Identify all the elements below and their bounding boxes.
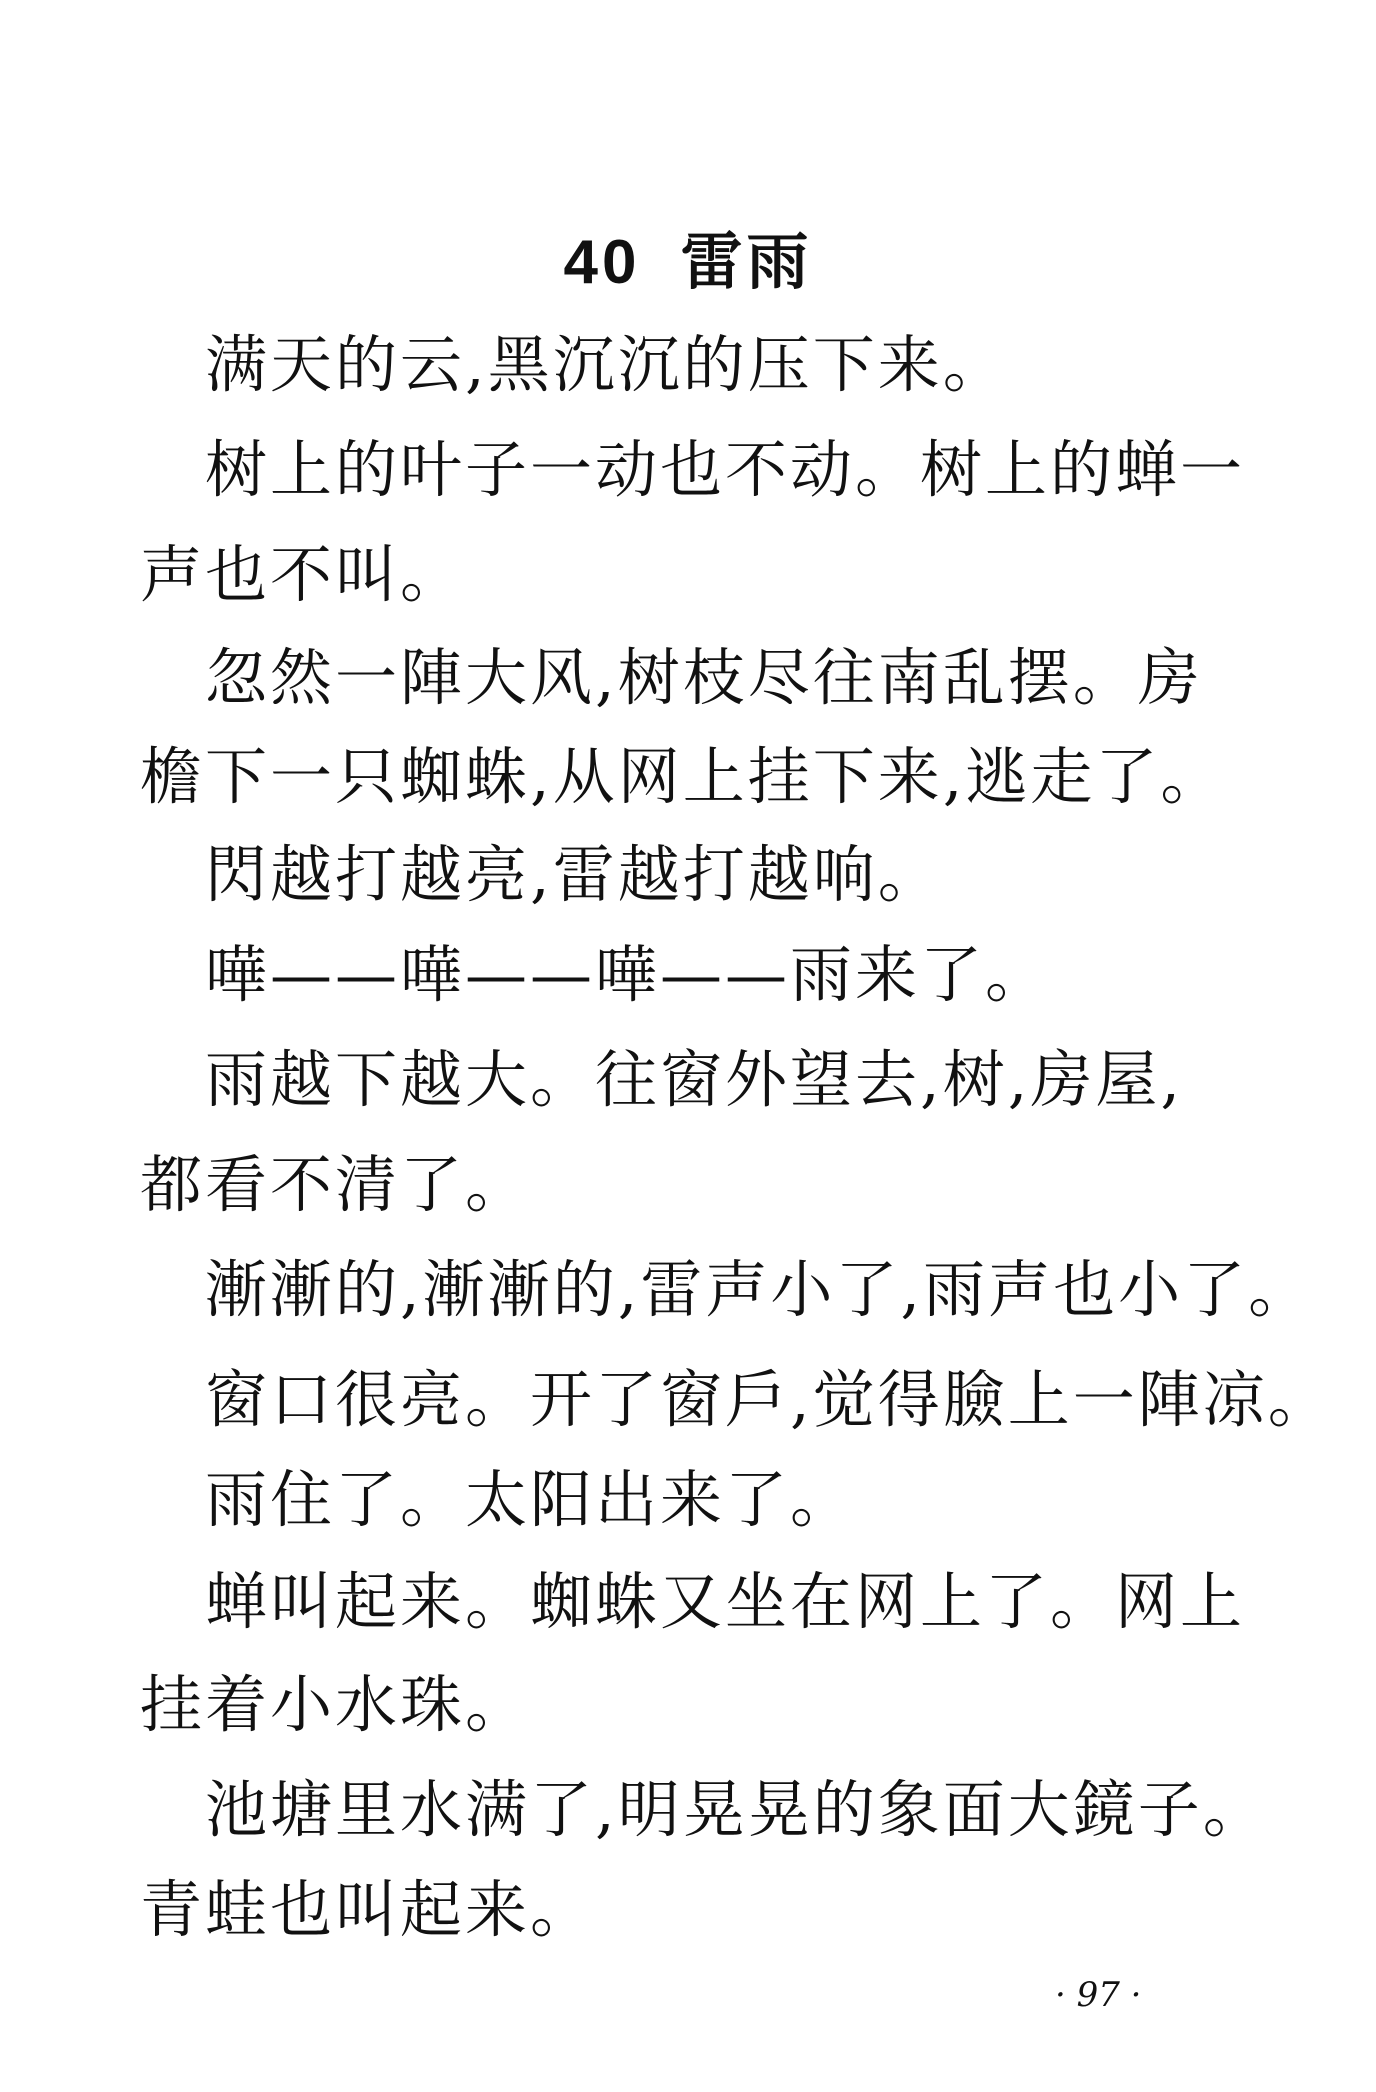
lesson-title: 雷雨 (680, 225, 813, 298)
text-line: 青蛙也叫起来。 (140, 1873, 596, 1946)
text-line: 漸漸的,漸漸的,雷声小了,雨声也小了。 (205, 1253, 1314, 1326)
text-line: 池塘里水满了,明晃晃的象面大鏡子。 (205, 1773, 1268, 1846)
text-line: 忽然一陣大风,树枝尽往南乱摆。房 (205, 641, 1203, 714)
text-line: 窗口很亮。开了窗戶,觉得臉上一陣凉。 (205, 1363, 1333, 1436)
text-line: 都看不清了。 (140, 1148, 531, 1221)
text-line: 树上的叶子一动也不动。树上的蝉一 (205, 433, 1246, 506)
text-line: 挂着小水珠。 (140, 1668, 531, 1741)
text-line: 嘩——嘩——嘩——雨来了。 (205, 938, 1051, 1011)
page-number: · 97 · (1055, 1975, 1142, 2015)
lesson-number: 40 (563, 228, 641, 297)
text-line: 檐下一只蜘蛛,从网上挂下来,逃走了。 (140, 740, 1226, 813)
text-line: 雨住了。太阳出来了。 (205, 1463, 856, 1536)
text-line: 蝉叫起来。蜘蛛又坐在网上了。网上 (205, 1565, 1246, 1638)
lesson-heading (0, 212, 1376, 301)
text-line: 满天的云,黑沉沉的压下来。 (205, 328, 1008, 401)
text-line: 声也不叫。 (140, 538, 466, 611)
text-line: 閃越打越亮,雷越打越响。 (205, 838, 943, 911)
text-line: 雨越下越大。往窗外望去,树,房屋, (205, 1043, 1184, 1116)
